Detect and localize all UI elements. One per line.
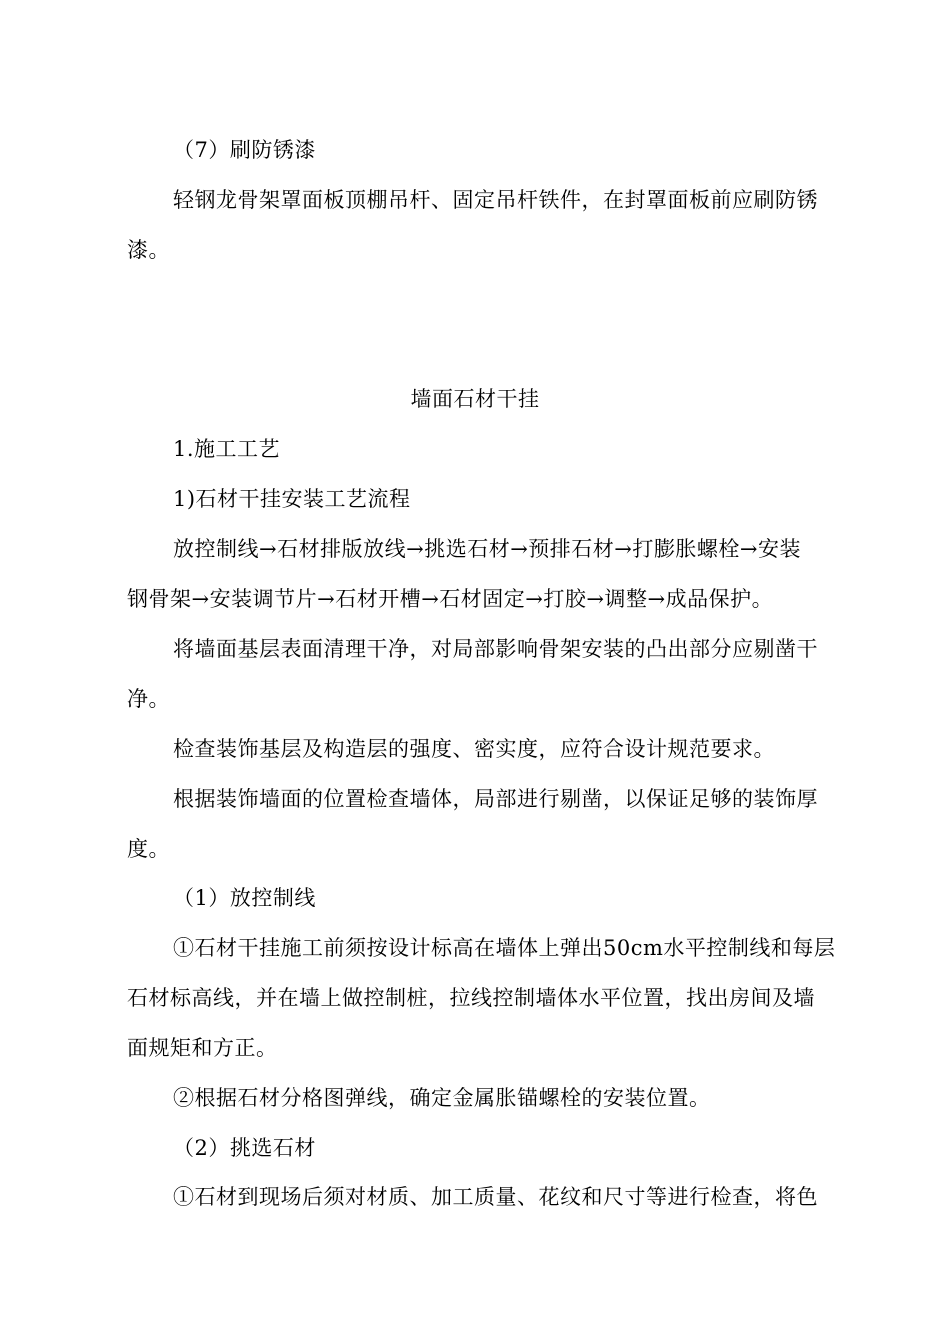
- paragraph-line: 轻钢龙骨架罩面板顶棚吊杆、固定吊杆铁件，在封罩面板前应刷防锈: [173, 188, 818, 212]
- paragraph-line: 石材标高线，并在墙上做控制桩，拉线控制墙体水平位置，找出房间及墙: [127, 986, 815, 1010]
- chapter-title: 墙面石材干挂: [410, 387, 540, 411]
- paragraph-line: 检查装饰基层及构造层的强度、密实度，应符合设计规范要求。: [173, 737, 775, 761]
- paragraph-line: ①石材干挂施工前须按设计标高在墙体上弹出50cm水平控制线和每层: [173, 936, 836, 960]
- paragraph-line: 根据装饰墙面的位置检查墙体，局部进行剔凿，以保证足够的装饰厚: [173, 787, 818, 811]
- paragraph-line: ②根据石材分格图弹线，确定金属胀锚螺栓的安装位置。: [173, 1086, 711, 1110]
- step-heading-select-stone: （2）挑选石材: [173, 1136, 316, 1160]
- paragraph-line: 钢骨架→安装调节片→石材开槽→石材固定→打胶→调整→成品保护。: [127, 587, 774, 611]
- paragraph-line: 净。: [127, 687, 170, 711]
- paragraph-line: 将墙面基层表面清理干净，对局部影响骨架安装的凸出部分应剔凿干: [173, 637, 818, 661]
- step-heading-control-lines: （1）放控制线: [173, 886, 316, 910]
- section-heading-rust-paint: （7）刷防锈漆: [173, 138, 316, 162]
- subsection-heading-installation-flow: 1)石材干挂安装工艺流程: [173, 487, 411, 511]
- paragraph-line: 漆。: [127, 238, 170, 262]
- paragraph-line: 放控制线→石材排版放线→挑选石材→预排石材→打膨胀螺栓→安装: [173, 537, 801, 561]
- paragraph-line: 面规矩和方正。: [127, 1036, 278, 1060]
- section-heading-construction-process: 1.施工工艺: [173, 437, 281, 461]
- paragraph-line: 度。: [127, 837, 170, 861]
- paragraph-line: ①石材到现场后须对材质、加工质量、花纹和尺寸等进行检查，将色: [173, 1185, 818, 1209]
